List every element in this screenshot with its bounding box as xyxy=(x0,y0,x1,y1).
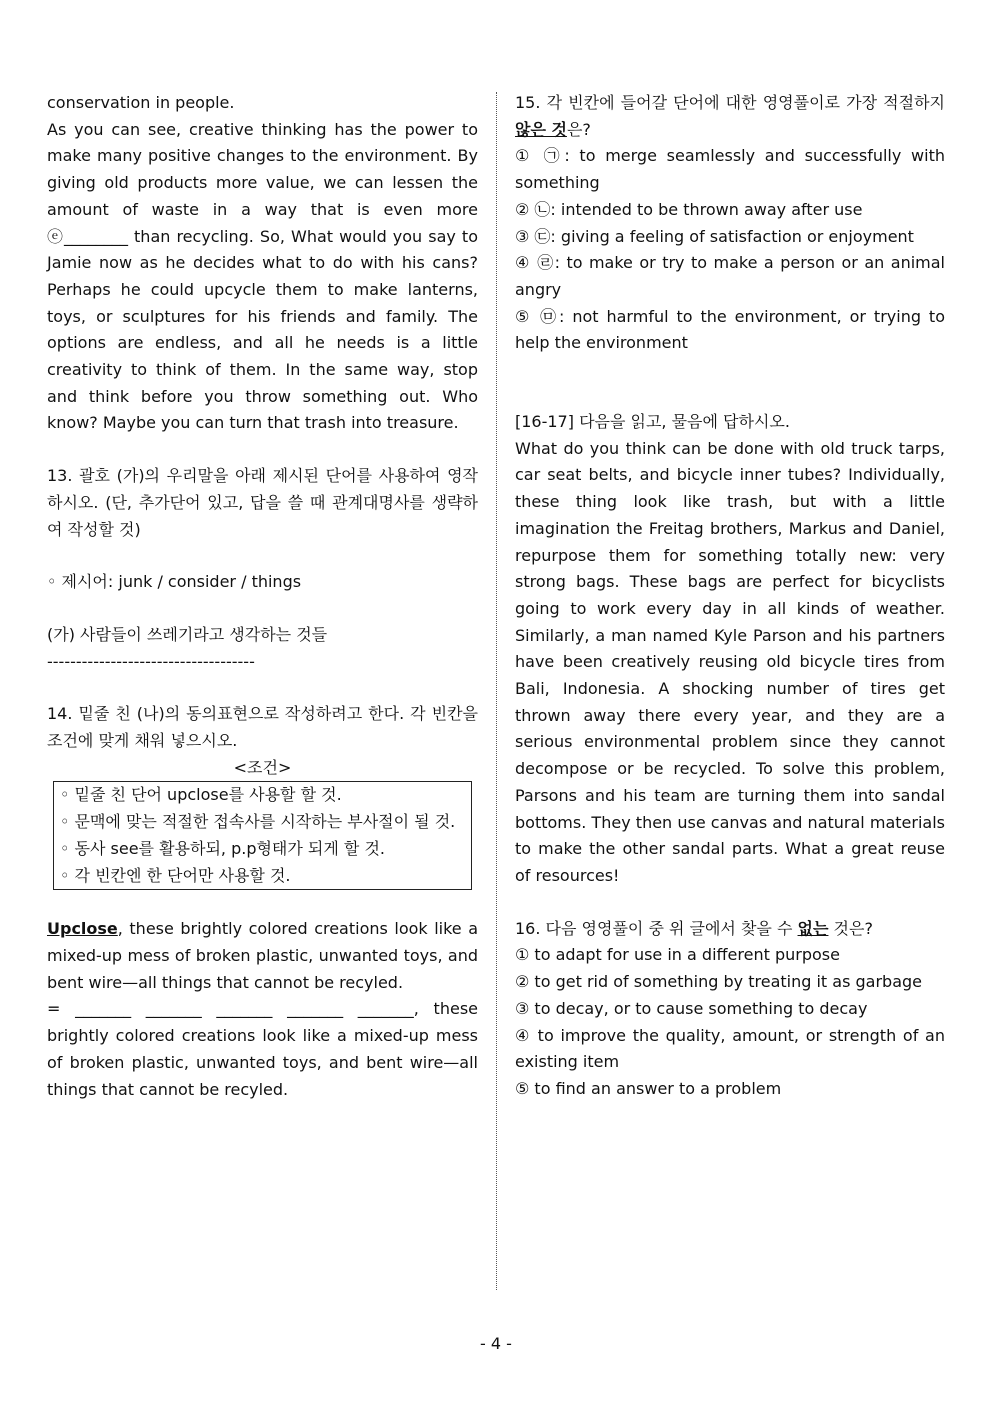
question-16-option: ② to get rid of something by treating it as garbage xyxy=(515,972,922,992)
passage-16-heading: [16-17] 다음을 읽고, 물음에 답하시오. xyxy=(515,412,790,432)
page-number: - 4 - xyxy=(480,1334,512,1353)
passage-16-text: What do you think can be done with old truck tarps, car seat belts, and bicycle inner tubes? Individually, these thing look like trash, but with a little imagination the Freitag brothers, Markus and Daniel, repurpose them for something totally new: very strong bags. These bags are perfect for bicyclists going to work every day in all kinds of weather. Similarly, a man named Kyle Parson and his partners have been creatively reusing old bicycle tires from Bali, Indonesia. A shocking number of tires get thrown away there every year, and they are a serious environmental problem since they cannot decompose or be recycled. To solve this problem, Parsons and his team are turning them into sandal bottoms. They then use canvas and natural materials to make the other sandal parts. What a great reuse of resources! xyxy=(515,438,945,885)
column-divider xyxy=(496,92,497,1290)
passage-line: conservation in people. xyxy=(47,93,235,112)
right-column xyxy=(515,90,945,1103)
prompt-text: 15. 각 빈칸에 들어갈 단어에 대한 영영풀이로 가장 적절하지 xyxy=(515,93,945,112)
question-15-option: ④ ㉣: to make or try to make a person or an animal angry xyxy=(515,253,945,299)
question-15-option: ② ㉡: intended to be thrown away after use xyxy=(515,199,863,219)
question-14-sentence xyxy=(47,916,478,996)
question-13-prompt: 13. 괄호 (가)의 우리말을 아래 제시된 단어를 사용하여 영작하시오. (단, 추가단어 있고, 답을 쓸 때 관계대명사를 생략하여 작성할 것) xyxy=(47,466,478,539)
question-15-option: ⑤ ㉤: not harmful to the environment, or trying to help the environment xyxy=(515,306,945,353)
question-16-option: ④ to improve the quality, amount, or strength of an existing item xyxy=(515,1025,945,1072)
underlined-word: Upclose xyxy=(47,919,118,939)
condition-item: ◦ 문맥에 맞는 적절한 접속사를 시작하는 부사절이 될 것. xyxy=(60,812,456,832)
conditions-box xyxy=(53,781,472,890)
passage-paragraph: As you can see, creative thinking has the power to make many positive changes to the environment. By giving old products more value, we can lessen the amount of waste in a way that is even more ⓔ________ than recycling. So, What would you say to Jamie now as he decides what to do with his cans? Perhaps he could upcycle them to make lanterns, toys, or sculptures for his friends and family. The options are endless, and all he needs is a little creativity to think of them. In the same way, stop and think before you throw something out. Who know? Maybe you can turn that trash into treasure. xyxy=(47,119,478,433)
prompt-text: 것은? xyxy=(828,918,873,938)
question-16-option: ③ to decay, or to cause something to decay xyxy=(515,998,868,1018)
sentence-rest: , these brightly colored creations look like a mixed-up mess of broken plastic, unwanted toys, and bent wire—all things that cannot be recyled. xyxy=(47,919,478,992)
left-column xyxy=(47,90,478,1103)
condition-item: ◦ 동사 see를 활용하되, p.p형태가 되게 할 것. xyxy=(60,838,386,858)
emphasis-text: 없는 xyxy=(797,918,829,938)
question-16-prompt xyxy=(515,916,945,943)
question-14-prompt: 14. 밑줄 친 (나)의 동의표현으로 작성하려고 한다. 각 빈칸을 조건에 맞게 채워 넣으시오. xyxy=(47,704,478,751)
prompt-text: 은? xyxy=(566,119,591,139)
question-15-prompt xyxy=(515,90,945,143)
question-13-answer-line: ------------------------------------ xyxy=(47,651,255,671)
question-15-option: ③ ㉢: giving a feeling of satisfaction or enjoyment xyxy=(515,226,914,246)
condition-item: ◦ 밑줄 친 단어 upclose를 사용할 할 것. xyxy=(60,785,342,805)
prompt-text: 16. 다음 영영풀이 중 위 글에서 찾을 수 xyxy=(515,918,798,938)
question-15-option: ① ㉠: to merge seamlessly and successfully with something xyxy=(515,146,945,193)
condition-item: ◦ 각 빈칸엔 한 단어만 사용할 것. xyxy=(60,865,291,885)
question-13-words: ◦ 제시어: junk / consider / things xyxy=(47,572,302,592)
emphasis-text: 않은 것 xyxy=(515,119,567,139)
question-14-rewrite: = _______ _______ _______ _______ _______, these brightly colored creations look like a mixed-up mess of broken plastic, unwanted toys, and bent wire—all things that cannot be recyled. xyxy=(47,999,478,1099)
conditions-title: <조건> xyxy=(233,757,292,777)
question-13-ga: (가) 사람들이 쓰레기라고 생각하는 것들 xyxy=(47,624,328,644)
question-16-option: ① to adapt for use in a different purpose xyxy=(515,945,840,965)
question-16-option: ⑤ to find an answer to a problem xyxy=(515,1078,782,1098)
